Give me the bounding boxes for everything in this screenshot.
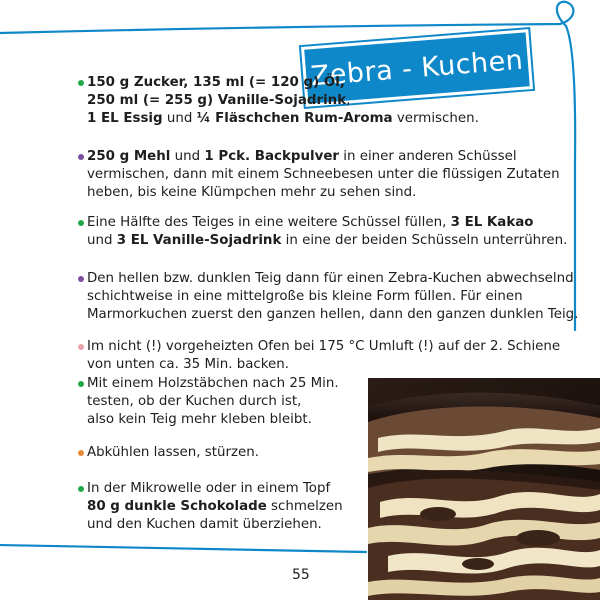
text-segment: Mit einem Holzstäbchen nach 25 Min. xyxy=(87,376,339,391)
step-line xyxy=(87,411,339,429)
step-3 xyxy=(78,214,567,250)
step-2 xyxy=(78,148,560,202)
text-segment: Im nicht (!) vorgeheizten Ofen bei 175 °C Umluft (!) auf der 2. Schiene xyxy=(87,339,561,354)
step-line xyxy=(87,148,560,166)
step-text xyxy=(87,148,560,202)
bullet-icon xyxy=(78,381,84,387)
step-text xyxy=(87,270,578,324)
step-text xyxy=(87,480,343,534)
step-text xyxy=(87,375,339,429)
bold-segment: 3 EL Kakao xyxy=(450,215,534,230)
text-segment: vermischen. xyxy=(392,111,479,126)
step-line xyxy=(87,214,567,232)
step-text xyxy=(87,74,479,128)
text-segment: in eine der beiden Schüsseln unterrühren. xyxy=(281,233,568,248)
bold-segment: 250 ml (= 255 g) Vanille-Sojadrink xyxy=(87,93,347,108)
step-8 xyxy=(78,480,343,534)
text-segment: und den Kuchen damit überziehen. xyxy=(87,517,322,532)
step-line xyxy=(87,92,479,110)
zebra-cake-photo xyxy=(368,378,600,600)
text-segment: vermischen, dann mit einem Schneebesen unter die flüssigen Zutaten xyxy=(87,167,560,182)
text-segment: von unten ca. 35 Min. backen. xyxy=(87,357,290,372)
step-line xyxy=(87,74,479,92)
step-line xyxy=(87,166,560,184)
bold-segment: ¼ Fläschchen Rum-Aroma xyxy=(196,111,393,126)
step-7 xyxy=(78,444,259,462)
bullet-icon xyxy=(78,450,84,456)
page-title: Zebra - Kuchen xyxy=(309,44,525,92)
step-line xyxy=(87,288,578,306)
step-line xyxy=(87,375,339,393)
text-segment: in einer anderen Schüssel xyxy=(339,149,517,164)
text-segment: schichtweise in eine mittelgroße bis kleine Form füllen. Für einen xyxy=(87,289,523,304)
bold-segment: 3 EL Vanille-Sojadrink xyxy=(116,233,282,248)
text-segment: und xyxy=(87,233,117,248)
step-5 xyxy=(78,338,560,374)
text-segment: testen, ob der Kuchen durch ist, xyxy=(87,394,302,409)
step-line xyxy=(87,480,343,498)
bold-segment: 1 EL Essig xyxy=(87,111,163,126)
text-segment: heben, bis keine Klümpchen mehr zu sehen sind. xyxy=(87,185,417,200)
text-segment: , xyxy=(346,93,351,108)
text-segment: Den hellen bzw. dunklen Teig dann für einen Zebra-Kuchen abwechselnd xyxy=(87,271,574,286)
text-segment: und xyxy=(170,149,205,164)
step-line xyxy=(87,184,560,202)
step-line xyxy=(87,270,578,288)
text-segment: In der Mikrowelle oder in einem Topf xyxy=(87,481,331,496)
bullet-icon xyxy=(78,276,84,282)
step-line xyxy=(87,306,578,324)
step-line xyxy=(87,393,339,411)
page-number: 55 xyxy=(292,567,310,583)
step-line xyxy=(87,498,343,516)
bullet-icon xyxy=(78,154,84,160)
step-text xyxy=(87,444,259,462)
step-line xyxy=(87,338,560,356)
step-4 xyxy=(78,270,578,324)
text-segment: Eine Hälfte des Teiges in eine weitere Schüssel füllen, xyxy=(87,215,451,230)
step-text xyxy=(87,214,567,250)
step-line xyxy=(87,444,259,462)
text-segment: schmelzen xyxy=(266,499,343,514)
text-segment: und xyxy=(162,111,197,126)
step-text xyxy=(87,338,560,374)
text-segment: also kein Teig mehr kleben bleibt. xyxy=(87,412,312,427)
step-line xyxy=(87,110,479,128)
bold-segment: 250 g Mehl xyxy=(87,149,171,164)
step-1 xyxy=(78,74,479,128)
step-6 xyxy=(78,375,339,429)
text-segment: Marmorkuchen zuerst den ganzen hellen, dann den ganzen dunklen Teig. xyxy=(87,307,579,322)
step-line xyxy=(87,516,343,534)
bold-segment: 1 Pck. Backpulver xyxy=(204,149,339,164)
bullet-icon xyxy=(78,344,84,350)
step-line xyxy=(87,356,560,374)
text-segment: Abkühlen lassen, stürzen. xyxy=(87,445,260,460)
bullet-icon xyxy=(78,80,84,86)
bold-segment: 80 g dunkle Schokolade xyxy=(87,499,267,514)
bullet-icon xyxy=(78,220,84,226)
step-line xyxy=(87,232,567,250)
bullet-icon xyxy=(78,486,84,492)
bold-segment: 150 g Zucker, 135 ml (= 120 g) Öl, xyxy=(87,75,345,90)
